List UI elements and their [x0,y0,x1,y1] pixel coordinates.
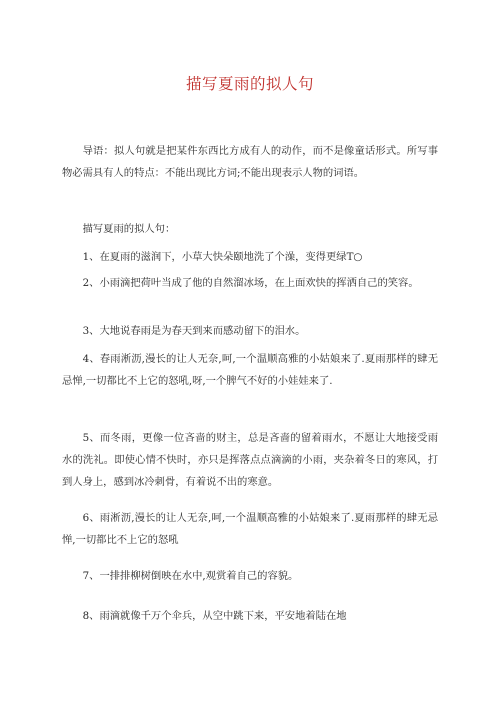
document-title: 描写夏雨的拟人句 [185,75,314,93]
sentence-3: 3、大地说春雨是为春天到来而感动留下的泪水。 [82,325,306,337]
sentence-5: 5、而冬雨，更像一位吝啬的财主，总是吝啬的留着雨水，不愿让大地接受雨水的洗礼。即使心情不快时，亦只是挥落点点滴滴的小雨，夹杂着冬日的寒风，打到人身上，感到冰冷刺骨，有着说不出的寒意。 [62,432,438,488]
sentence-8: 8、雨滴就像千万个伞兵，从空中跳下来，平安地着陆在地 [82,610,347,622]
sentence-4: 4、春雨淅沥,漫长的让人无奈,呵,一个温顺高雅的小姑娘来了.夏雨那样的肆无忌惮,一切都比不上它的怒吼,呀,一个脾气不好的小娃娃来了. [62,353,438,387]
sentence-2: 2、小雨滴把荷叶当成了他的自然溜冰场，在上面欢快的挥洒自己的笑容。 [82,277,419,289]
sentence-7: 7、一排排柳树倒映在水中,观赏着自己的容貌。 [82,570,299,582]
sentence-6: 6、雨淅沥,漫长的让人无奈,呵,一个温顺高雅的小姑娘来了.夏雨那样的肆无忌惮,一切都比不上它的怒吼 [62,512,438,546]
sentence-1: 1、在夏雨的滋润下，小草大快朵颐地洗了个澡，变得更绿T○ [82,251,363,263]
section-heading: 描写夏雨的拟人句： [82,223,176,235]
intro-paragraph: 导语：拟人句就是把某件东西比方成有人的动作，而不是像童话形式。所写事物必需具有人的特点：不能出现比方词;不能出现表示人物的词语。 [62,145,438,179]
